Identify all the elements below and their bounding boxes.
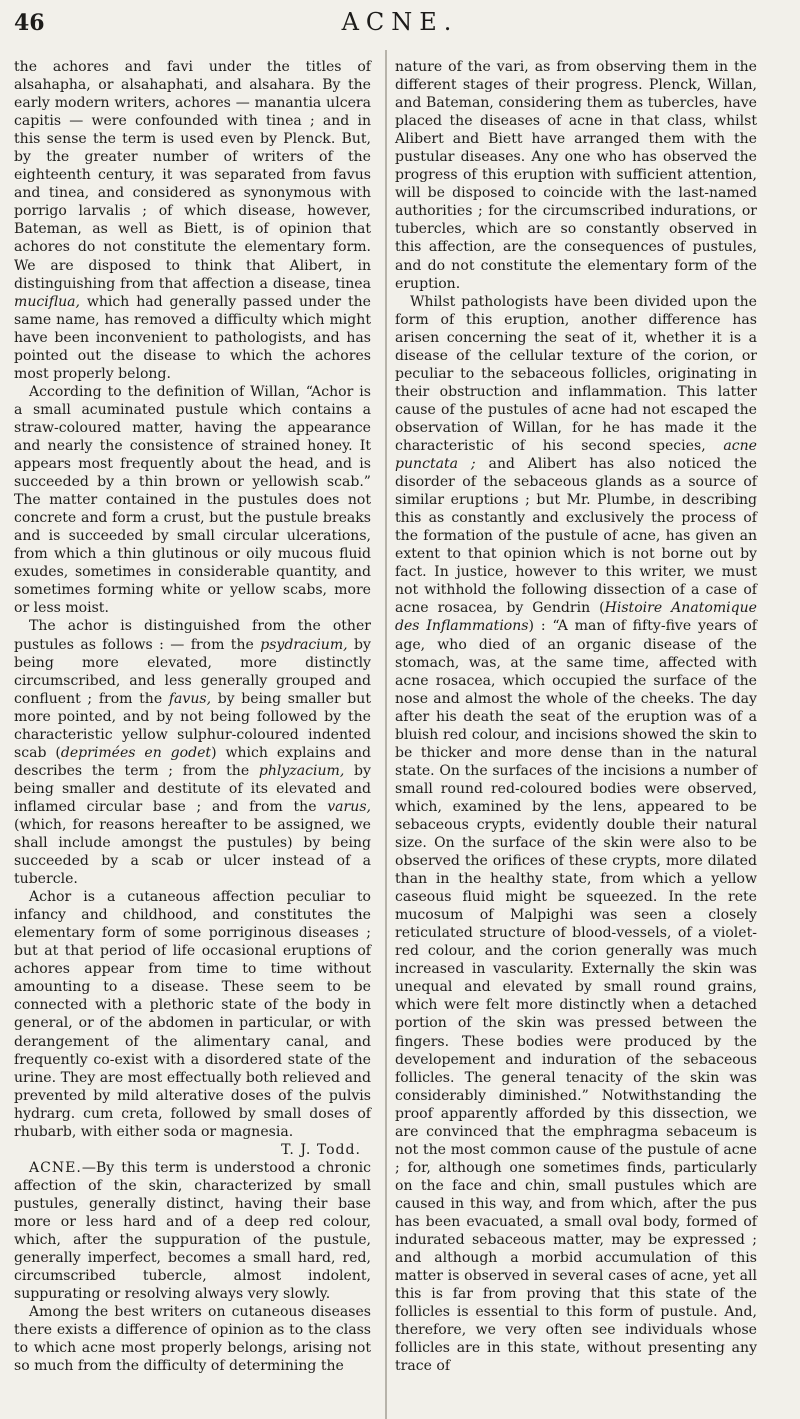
paragraph: According to the definition of Willan, “Achor is a small acuminated pustule which contains a straw-coloured matter, having the appearance and nearly the consistence of strained honey. It appears most frequently about the head, and is succeeded by a thin brown or yellowish scab.” The matter contained in the pustules does not concrete and form a crust, but the pustule breaks and is succeeded by small circular ulcerations, from which a thin glutinous or oily mucous fluid exudes, sometimes in considerable quantity, and sometimes forming white or yellow scabs, more or less moist. (14, 383, 371, 617)
text-run: ) : “A man of fifty-five years of age, who died of an organic disease of the stomach, was, at the same time, affected with acne rosacea, which occupied the surface of the nose and almost the whole of the cheeks. The day after his death the seat of the eruption was of a bluish red colour, and incisions showed the skin to be thicker and more dense than in the natural state. On the surfaces of the incisions a number of small round red-coloured bodies were observed, which, examined by the lens, appeared to be sebaceous crypts, evidently double their natural size. On the surface of the skin were also to be observed the orifices of these crypts, more dilated than in the healthy state, from which a yellow caseous fluid might be squeezed. In the rete mucosum of Malpighi was seen a closely reticulated structure of blood-vessels, of a violet-red colour, and the corion generally was much increased in vascularity. Externally the skin was unequal and elevated by small round grains, which were felt more distinctly when a detached portion of the skin was pressed between the fingers. These bodies were produced by the developement and induration of the sebaceous follicles. The general tenacity of the skin was considerably diminished.” Notwithstanding the proof apparently afforded by this dissection, we are convinced that the emphragma sebaceum is not the most common cause of the pustule of acne ; for, although one sometimes finds, particularly on the face and chin, small pustules which are caused in this way, and from which, after the pus has been evacuated, a small oval body, formed of indurated sebaceous matter, may be expressed ; and although a morbid accumulation of this matter is observed in several cases of acne, yet all this is far from proving that this state of the follicles is essential to this form of pustule. And, therefore, we very often see individuals whose follicles are in this state, without presenting any trace of (395, 618, 757, 1375)
italic-term: psydracium, (260, 636, 348, 653)
paragraph: nature of the vari, as from observing them in the different stages of their progress. Plenck, Willan, and Bateman, considering them as tubercles, have placed the diseases of acne in that class, whilst Alibert and Biett have arranged them with the pustular diseases. Any one who has observed the progress of this eruption with sufficient attention, will be disposed to coincide with the last-named authorities ; for the circumscribed indurations, or tubercles, which are so constantly observed in this affection, are the consequences of pustules, and do not constitute the elementary form of the eruption. (395, 59, 757, 292)
italic-term: Histoire Anatomique des Inflammations (395, 600, 757, 635)
paragraph (14, 617, 371, 888)
text-run: Whilst pathologists have been divided upon the form of this eruption, another difference has arisen concerning the seat of it, whether it is a disease of the cellular texture of the corion, or peculiar to the sebaceous follicles, originating in their obstruction and inflammation. This latter cause of the pustules of acne had not escaped the observation of Willan, for he has made it the characteristic of his second species, (395, 293, 757, 454)
text-run: by being more elevated, more distinctly circumscribed, and less generally grouped and confluent ; from the (14, 636, 371, 707)
italic-term: phlyzacium, (258, 762, 345, 779)
text-run: The achor is distinguished from the other pustules as follows : — from the (14, 618, 371, 653)
column-divider (385, 50, 387, 1419)
italic-term: deprimées en godet (60, 744, 212, 761)
page-header (0, 6, 800, 40)
text-run: ) which explains and describes the term ; from the (14, 744, 371, 779)
text-run: and Alibert has also noticed the disorder of the sebaceous glands as a source of similar eruptions ; but Mr. Plumbe, in describing this as constantly and exclusively the process of the formation of the pustule of acne, has given an extent to that opinion which is not borne out by fact. In justice, however to this writer, we must not withhold the following dissection of a case of acne rosacea, by Gendrin ( (395, 456, 757, 617)
paragraph (14, 1159, 371, 1303)
italic-term: varus, (327, 798, 371, 815)
text-run: —By this term is understood a chronic affection of the skin, characterized by small pustules, generally distinct, having their base more or less hard and of a deep red colour, which, after the suppuration of the pustule, generally imperfect, becomes a small hard, red, circumscribed tubercle, almost indolent, suppurating or resolving always very slowly. (14, 1159, 371, 1303)
italic-term: muciflua, (14, 293, 80, 310)
author-signature: T. J. Todd. (281, 1141, 361, 1158)
italic-term: acne punctata ; (395, 437, 757, 473)
entry-heading: ACNE. (29, 1159, 82, 1176)
paragraph (14, 58, 371, 383)
paragraph: Achor is a cutaneous affection peculiar to infancy and childhood, and constitutes the elementary form of some porriginous diseases ; but at that period of life occasional eruptions of achores appear from time to time without amounting to a disease. These seem to be connected with a plethoric state of the body in general, or of the abdomen in particular, or with derangement of the alimentary canal, and frequently co-exist with a disordered state of the urine. They are most effectually both relieved and prevented by mild alterative doses of the pulvis hydrarg. cum creta, followed by small doses of rhubarb, with either soda or magnesia. (14, 889, 371, 1140)
page-number: 46 (14, 10, 45, 36)
italic-term: favus, (168, 690, 212, 707)
running-title: ACNE. (341, 8, 459, 36)
text-run: by being smaller but more pointed, and by not being followed by the characteristic yellow sulphur-coloured indented scab ( (14, 690, 371, 761)
text-run: by being smaller and destitute of its elevated and inflamed circular base ; and from the (14, 762, 371, 815)
text-run: the achores and favi under the titles of alsahapha, or alsahaphati, and alsahara. By the early modern writers, achores — manantia ulcera capitis — were confounded with tinea ; and in this sense the term is used even by Plenck. But, by the greater number of writers of the eighteenth century, it was separated from favus and tinea, and considered as synonymous with porrigo larvalis ; of which disease, however, Bateman, as well as Biett, is of opinion that achores do not constitute the elementary form. We are disposed to think that Alibert, in distinguishing from that affection a disease, tinea (14, 59, 371, 292)
text-run: (which, for reasons hereafter to be assigned, we shall include amongst the pustules) by being succeeded by a scab or ulcer instead of a tubercle. (14, 816, 371, 888)
paragraph (395, 293, 757, 1376)
right-column (395, 58, 757, 1375)
paragraph: Among the best writers on cutaneous diseases there exists a difference of opinion as to the class to which acne most properly belongs, arising not so much from the difficulty of determining the (14, 1304, 371, 1375)
text-run: which had generally passed under the same name, has removed a difficulty which might have been inconvenient to pathologists, and has pointed out the disease to which the achores most properly belong. (14, 293, 371, 382)
left-column (14, 58, 371, 1375)
